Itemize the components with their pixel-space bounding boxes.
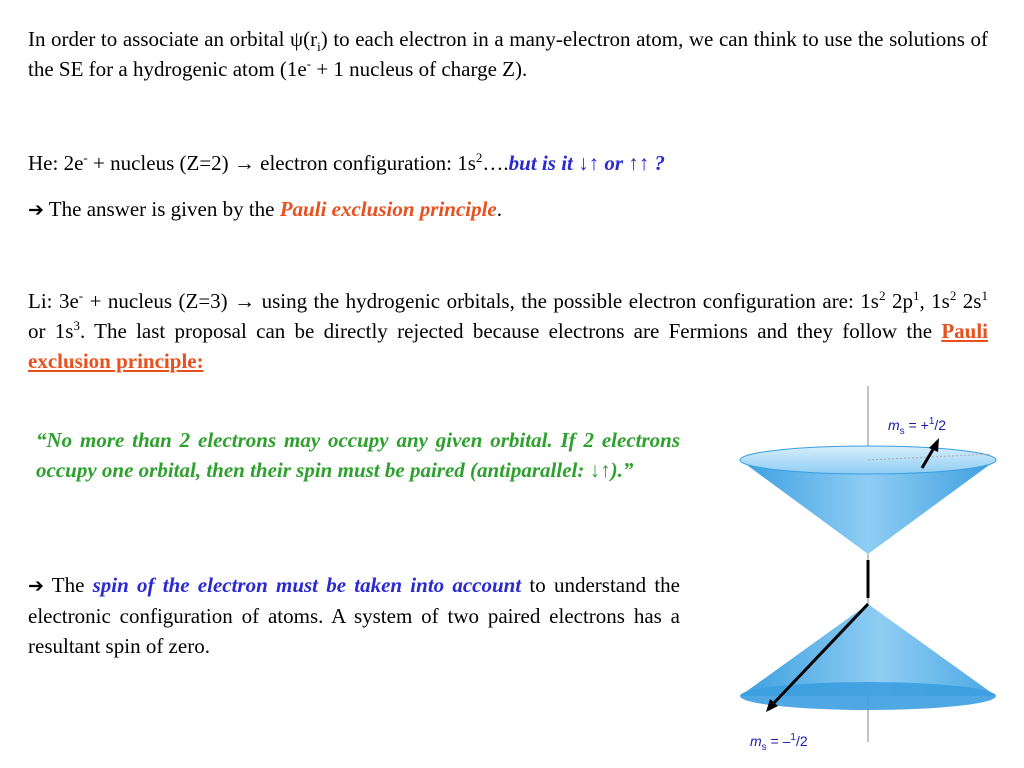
intro-paragraph <box>28 24 988 84</box>
lower-cone <box>740 604 996 710</box>
li-text-3: , 1s <box>919 289 950 313</box>
pauli-principle-emphasis: Pauli exclusion principle <box>279 197 497 221</box>
answer-period: . <box>496 197 502 221</box>
li-sup-minus: - <box>78 288 84 303</box>
li-text-5: or 1s <box>28 319 74 343</box>
pauli-principle-link: Pauli exclusion principle: <box>28 319 989 373</box>
pauli-quote: “No more than 2 electrons may occupy any given orbital. If 2 electrons occupy one orbital, then their spin must be paired (antiparallel: ↓↑).” <box>36 428 680 482</box>
he-middle: + nucleus (Z=2) → electron configuration: 1s <box>87 151 476 175</box>
intro-text-3: + 1 nucleus of charge Z). <box>311 57 528 81</box>
li-text-2: 2p <box>885 289 913 313</box>
intro-r: (r <box>303 27 318 51</box>
intro-text-1: In order to associate an orbital <box>28 27 290 51</box>
sub-i: i <box>317 39 321 55</box>
li-text-4: 2s <box>956 289 982 313</box>
he-start: He: 2e <box>28 151 84 175</box>
spin-cones-figure <box>730 382 1010 768</box>
psi-symbol: ψ <box>289 27 304 51</box>
li-sup-c: 2 <box>949 288 957 303</box>
spin-the: The <box>43 573 93 597</box>
li-sup-b: 1 <box>912 288 920 303</box>
he-sup-2: 2 <box>475 150 483 165</box>
li-sup-a: 2 <box>878 288 886 303</box>
li-text-1: + nucleus (Z=3) → using the hydrogenic orbitals, the possible electron configuration are: 1s <box>83 289 879 313</box>
helium-paragraph <box>28 148 988 178</box>
li-text-6: . The last proposal can be directly rejected because electrons are Fermions and they follow the <box>79 319 942 343</box>
arrow-right-icon: ➔ <box>28 575 44 597</box>
spin-emphasis: spin of the electron must be taken into account <box>92 573 522 597</box>
he-question: but is it ↓↑ or ↑↑ ? <box>508 151 666 175</box>
he-dots: …. <box>482 151 509 175</box>
ms-down-label: $m_s = -^1/2$ <box>750 732 808 753</box>
li-sup-e: 3 <box>73 318 80 333</box>
answer-paragraph <box>28 194 988 225</box>
intro-text-2: ) to each electron in a many-electron atom, we can think to use the solutions of the SE for a hydrogenic atom (1e <box>28 27 988 81</box>
answer-text: The answer is given by the <box>43 197 280 221</box>
spin-paragraph <box>28 570 680 661</box>
lithium-paragraph <box>28 286 988 376</box>
li-start: Li: 3e <box>28 289 79 313</box>
he-sup-minus: - <box>83 150 88 165</box>
spin-rest: to understand the electronic configuration of atoms. A system of two paired electrons has a resultant spin of zero. <box>28 573 680 658</box>
upper-cone <box>740 446 996 554</box>
li-sup-d: 1 <box>981 288 988 303</box>
sup-minus: - <box>306 56 312 71</box>
ms-up-label: $m_s = +^1/2$ <box>888 416 947 437</box>
arrow-right-icon: ➔ <box>28 199 44 221</box>
